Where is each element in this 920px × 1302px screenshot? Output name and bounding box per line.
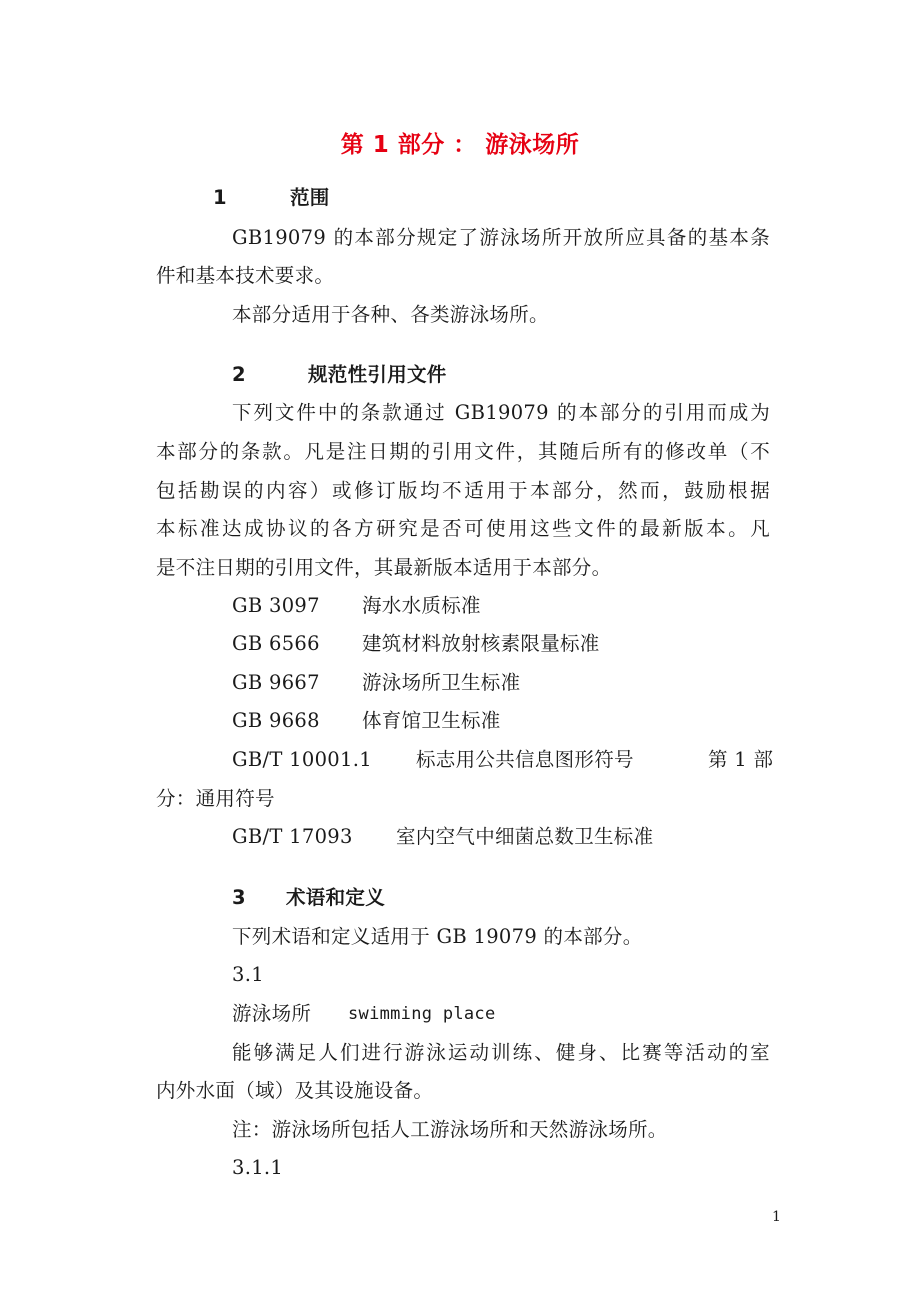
section-2-heading: 规范性引用文件 [308,363,447,386]
ref-title: 标志用公共信息图形符号 [416,748,634,771]
ref-title: 海水水质标准 [362,594,481,617]
term-english: swimming place [348,1004,496,1024]
section-3-intro: 下列术语和定义适用于 GB 19079 的本部分。 [232,925,643,948]
section-3-number: 3 [232,886,246,909]
section-2-paragraph-line-2: 本部分的条款。凡是注日期的引用文件，其随后所有的修改单（不 [156,440,770,463]
term-chinese: 游泳场所 [232,1002,312,1025]
subterm-number: 3.1.1 [232,1156,284,1179]
page-number: 1 [772,1209,781,1225]
ref-code: GB 9668 [232,709,320,732]
section-1-paragraph-line-1: GB19079 的本部分规定了游泳场所开放所应具备的基本条 [232,226,770,249]
section-2-number: 2 [232,363,246,386]
definition-line-1: 能够满足人们进行游泳运动训练、健身、比赛等活动的室 [232,1041,770,1064]
section-1-heading: 范围 [290,186,330,209]
section-1-number: 1 [213,186,227,209]
ref-title: 建筑材料放射核素限量标准 [362,632,600,655]
ref-title-continued: 分：通用符号 [156,787,275,810]
definition-line-2: 内外水面（域）及其设施设备。 [156,1079,434,1102]
section-3-heading: 术语和定义 [286,886,386,909]
section-2-paragraph-line-1: 下列文件中的条款通过 GB19079 的本部分的引用而成为 [232,401,770,424]
ref-code: GB 6566 [232,632,320,655]
ref-code: GB/T 10001.1 [232,748,372,771]
ref-part: 第 1 部 [708,748,774,771]
page-title: 第 1 部分 ： 游泳场所 [340,132,580,158]
ref-title: 室内空气中细菌总数卫生标准 [396,825,654,848]
ref-code: GB 3097 [232,594,320,617]
section-2-paragraph-line-3: 包括勘误的内容）或修订版均不适用于本部分，然而，鼓励根据 [156,479,770,502]
section-2-paragraph-line-5: 是不注日期的引用文件，其最新版本适用于本部分。 [156,556,612,579]
section-1-paragraph-2: 本部分适用于各种、各类游泳场所。 [232,303,549,326]
note: 注：游泳场所包括人工游泳场所和天然游泳场所。 [232,1118,668,1141]
section-2-paragraph-line-4: 本标准达成协议的各方研究是否可使用这些文件的最新版本。凡 [156,517,770,540]
term-number: 3.1 [232,963,264,986]
section-1-paragraph-line-2: 件和基本技术要求。 [156,264,335,287]
ref-title: 游泳场所卫生标准 [362,671,521,694]
ref-code: GB 9667 [232,671,320,694]
ref-code: GB/T 17093 [232,825,353,848]
ref-title: 体育馆卫生标准 [362,709,501,732]
